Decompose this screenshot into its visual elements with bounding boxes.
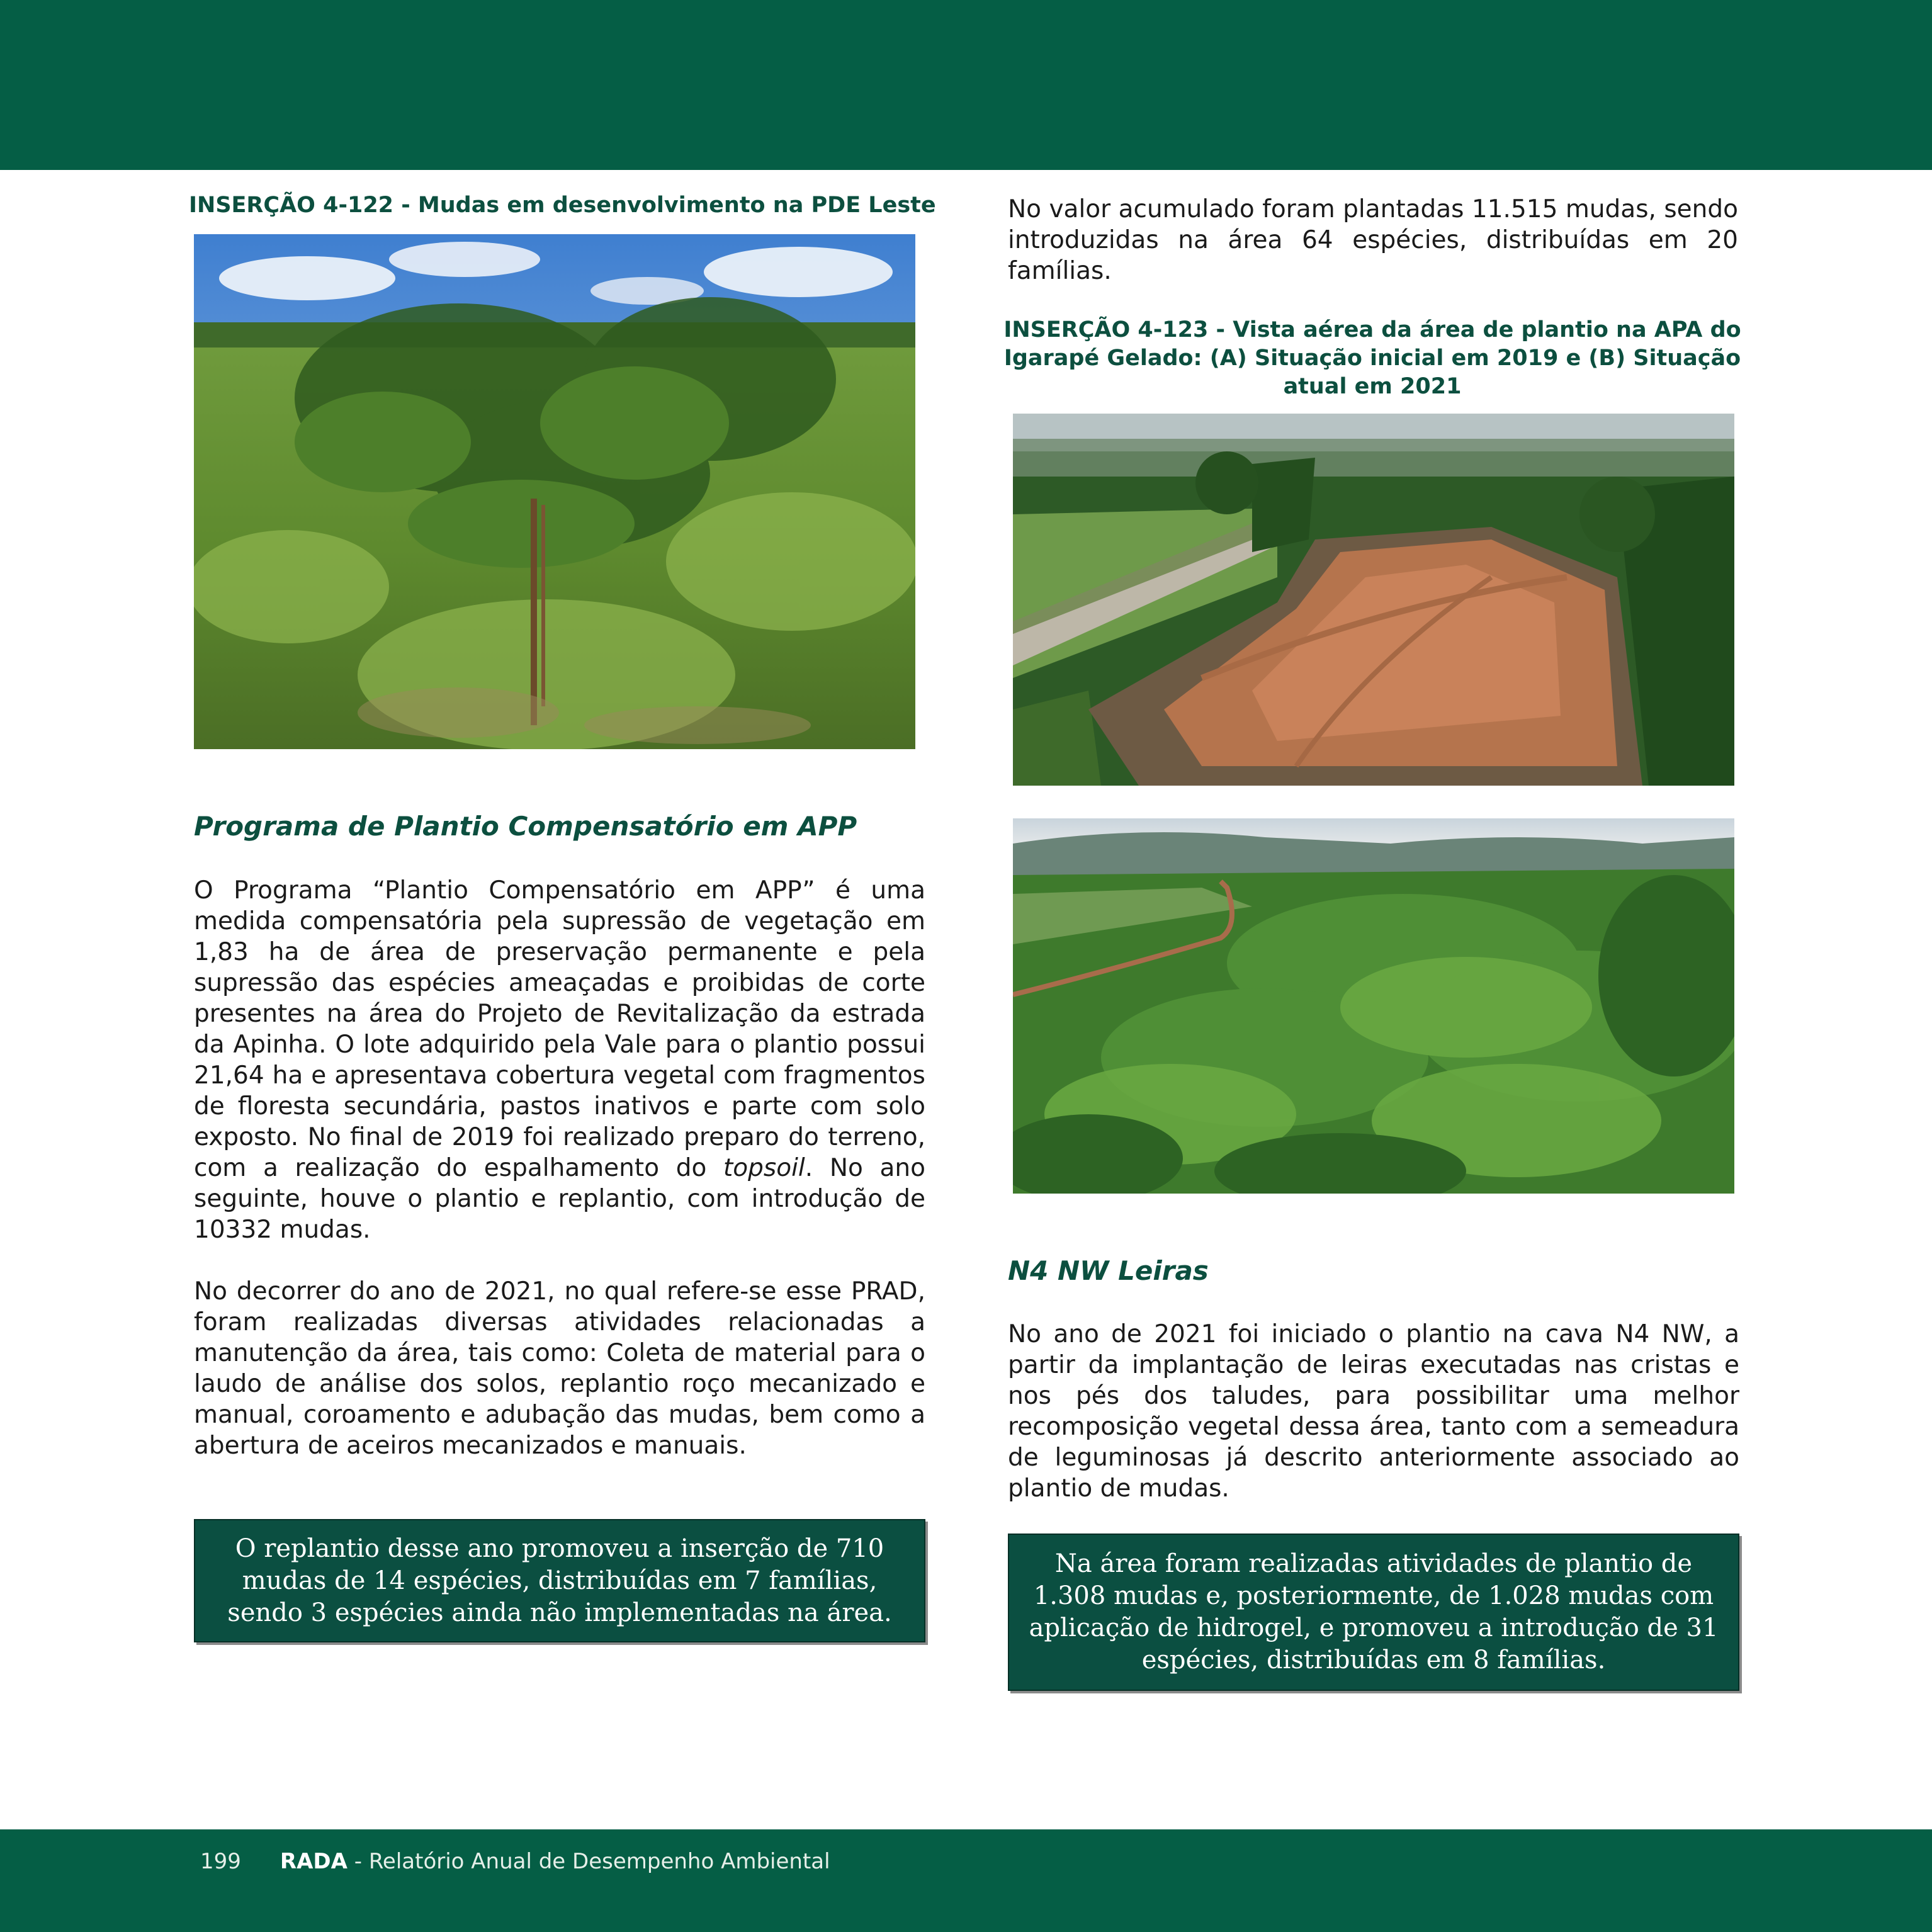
section-title-n4-nw-leiras: N4 NW Leiras [1008,1255,1209,1286]
paragraph-programa-plantio: O Programa “Plantio Compensatório em APP” é uma medida compensatória pela supressão de vegetação em 1,83 ha de área de preservação permanente e pela supressão das espécies ameaçadas e proibidas de corte presentes na área do Projeto de Revitalização da estrada da Apinha. O lote adquirido pela Vale para o plantio possui 21,64 ha e apresentava cobertura vegetal com fragmentos de floresta secundária, pastos inativos e parte com solo exposto. No final de 2019 foi realizado preparo do terreno, com a realização do espalhamento do topsoil. No ano seguinte, houve o plantio e replantio, com introdução de 10332 mudas. [194,876,925,1244]
page-number: 199 [200,1849,241,1874]
intro-paragraph-right [1008,194,1738,286]
photo-aerial-2021 [1013,818,1734,1194]
paragraph-valor-acumulado: No valor acumulado foram plantadas 11.515 mudas, sendo introduzidas na área 64 espécies, distribuídas em 20 famílias. [1008,195,1738,285]
photo-seedlings-pde-leste [194,234,915,749]
figure-caption-4-123: INSERÇÃO 4-123 - Vista aérea da área de plantio na APA do Igarapé Gelado: (A) Situação inicial em 2019 e (B) Situação atual em 2021 [1003,317,1741,399]
body-right [1008,1319,1739,1504]
footer [200,1849,830,1874]
highlight-replantio-text: O replantio desse ano promoveu a inserção de 710 mudas de 14 espécies, distribuídas em 7 famílias, sendo 3 espécies ainda não implementadas na área. [227,1534,892,1627]
footer-title: - Relatório Anual de Desempenho Ambiental [347,1849,830,1874]
footer-band [0,1829,1932,1932]
figure-caption-4-122: INSERÇÃO 4-122 - Mudas em desenvolvimento na PDE Leste [189,193,936,218]
highlight-box-replantio [194,1519,925,1642]
header-band [0,0,1932,170]
highlight-box-n4-nw [1008,1534,1739,1691]
footer-brand: RADA [280,1849,347,1874]
paragraph-n4-nw: No ano de 2021 foi iniciado o plantio na cava N4 NW, a partir da implantação de leiras executadas nas cristas e nos pés dos taludes, para possibilitar uma melhor recomposição vegetal dessa área, tanto com a semeadura de leguminosas já descrito anteriormente associado ao plantio de mudas. [1008,1320,1739,1503]
highlight-n4-nw-text: Na área foram realizadas atividades de plantio de 1.308 mudas e, posteriormente, de 1.028 mudas com aplicação de hidrogel, e promoveu a introdução de 31 espécies, distribuídas em 8 famílias. [1029,1549,1719,1675]
paragraph-decorrer-2021: No decorrer do ano de 2021, no qual refere-se esse PRAD, foram realizadas diversas atividades relacionadas a manutenção da área, tais como: Coleta de material para o laudo de análise dos solos, replantio roço mecanizado e manual, coroamento e adubação das mudas, bem como a abertura de aceiros mecanizados e manuais. [194,1277,925,1460]
body-left [194,875,925,1461]
section-title-plantio-compensatorio: Programa de Plantio Compensatório em APP [194,811,857,842]
photo-aerial-2019 [1013,414,1734,786]
